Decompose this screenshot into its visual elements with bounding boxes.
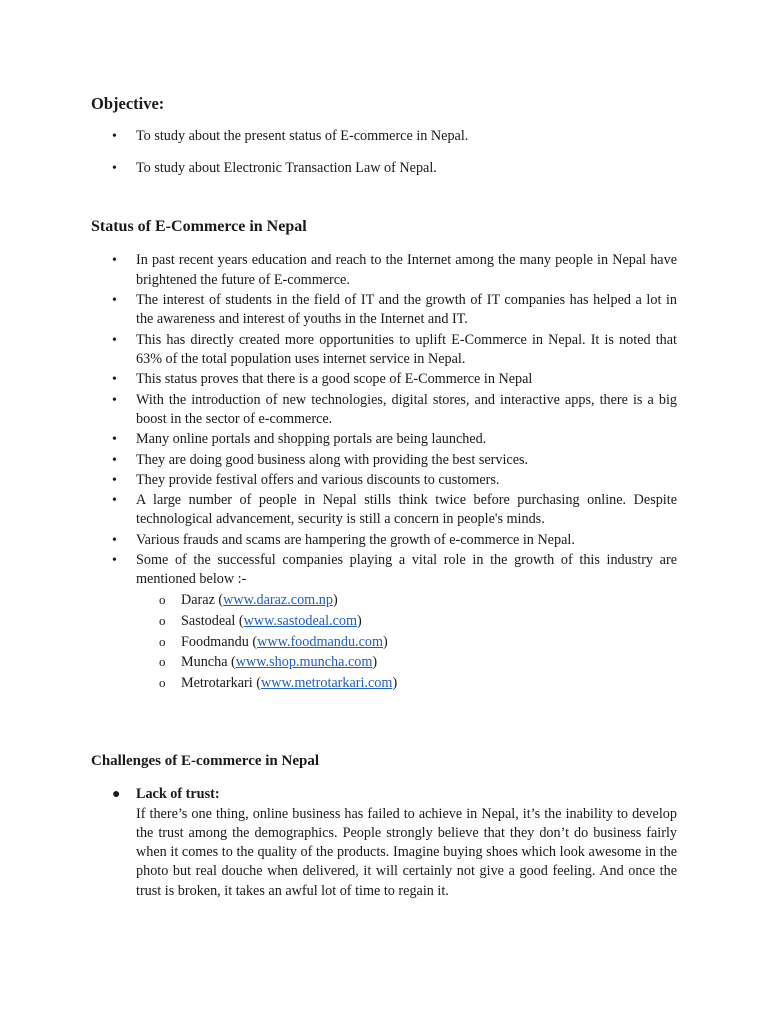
bullet-icon: •	[112, 372, 117, 388]
list-item	[109, 785, 677, 901]
company-link[interactable]: www.metrotarkari.com	[260, 675, 393, 692]
list-item: • A large number of people in Nepal stills think twice before purchasing online. Despite technological advancement, security is still a concern in people's minds.	[112, 491, 677, 528]
company-item: o Metrotarkari (www.metrotarkari.com)	[136, 673, 677, 694]
list-item: • To study about Electronic Transaction Law of Nepal.	[109, 159, 677, 179]
circle-bullet-icon: o	[159, 592, 166, 608]
bullet-icon: •	[112, 532, 117, 548]
list-item: • They are doing good business along with providing the best services.	[109, 451, 677, 471]
bullet-icon: •	[112, 492, 117, 508]
status-list	[109, 251, 677, 695]
bullet-icon: •	[112, 253, 117, 268]
list-item: • In past recent years education and reach to the Internet among the many people in Nepal have brightened the future of E-commerce.	[112, 252, 677, 288]
list-item: • They provide festival offers and various discounts to customers.	[109, 471, 677, 491]
list-item: • With the introduction of new technologies, digital stores, and interactive apps, there is a big boost in the sector of e-commerce.	[112, 391, 677, 428]
company-item: o Muncha (www.shop.muncha.com)	[136, 652, 677, 673]
objective-heading: Objective:	[91, 94, 165, 113]
company-list	[136, 590, 677, 694]
bullet-icon: •	[112, 552, 117, 568]
bullet-icon: •	[112, 129, 117, 144]
circle-bullet-icon: o	[159, 612, 166, 628]
bullet-icon: •	[112, 452, 117, 468]
bullet-icon: •	[112, 160, 117, 176]
bullet-icon: •	[112, 292, 117, 308]
list-item: • The interest of students in the field of IT and the growth of IT companies has helped a lot in the awareness and interest of youths in the Internet and IT.	[112, 291, 677, 328]
bullet-icon: ●	[112, 787, 121, 802]
company-item: o Daraz (www.daraz.com.np)	[136, 590, 677, 611]
bullet-icon: •	[112, 392, 117, 408]
challenge-title: Lack of trust:	[136, 786, 220, 802]
bullet-icon: •	[112, 332, 117, 348]
circle-bullet-icon: o	[159, 675, 166, 691]
list-item: • Many online portals and shopping portals are being launched.	[109, 430, 677, 450]
list-item: • Various frauds and scams are hampering the growth of e-commerce in Nepal.	[109, 531, 677, 551]
company-link[interactable]: www.shop.muncha.com	[235, 654, 373, 671]
company-link[interactable]: www.daraz.com.np	[223, 592, 333, 609]
circle-bullet-icon: o	[159, 654, 166, 670]
bullet-icon: •	[112, 432, 117, 448]
list-item: • This has directly created more opportunities to uplift E-Commerce in Nepal. It is noted that 63% of the total population uses internet service in Nepal.	[112, 331, 677, 368]
challenges-list	[109, 785, 677, 901]
list-item: • To study about the present status of E-commerce in Nepal.	[109, 127, 677, 147]
list-item: • This status proves that there is a good scope of E-Commerce in Nepal	[109, 370, 677, 390]
circle-bullet-icon: o	[159, 633, 166, 649]
objective-list	[109, 127, 677, 190]
challenges-heading: Challenges of E-commerce in Nepal	[91, 753, 320, 769]
status-heading: Status of E-Commerce in Nepal	[91, 218, 307, 235]
company-link[interactable]: www.sastodeal.com	[243, 612, 357, 629]
company-item: o Foodmandu (www.foodmandu.com)	[136, 632, 677, 653]
company-link[interactable]: www.foodmandu.com	[257, 633, 384, 650]
bullet-icon: •	[112, 472, 117, 488]
list-item: • Some of the successful companies playing a vital role in the growth of this industry are mentioned below :- o Daraz (www.daraz.com.np) o Sastodeal (www.sastodeal.com) o Foodmandu (www.foodmandu.com) o Muncha (www.shop.muncha.com) o Metrotarkari (www.metrotarkari.com)	[109, 551, 677, 694]
company-item: o Sastodeal (www.sastodeal.com)	[136, 611, 677, 632]
challenge-text: If there’s one thing, online business has failed to achieve in Nepal, it’s the inability to develop the trust among the demographics. People strongly believe that they don’t do business fairly when it comes to the quality of the products. Imagine buying shoes which look awesome in the photo but real douche when delivered, it will certainly not give a good feeling. And once the trust is broken, it takes an awful lot of time to regain it.	[136, 805, 677, 899]
